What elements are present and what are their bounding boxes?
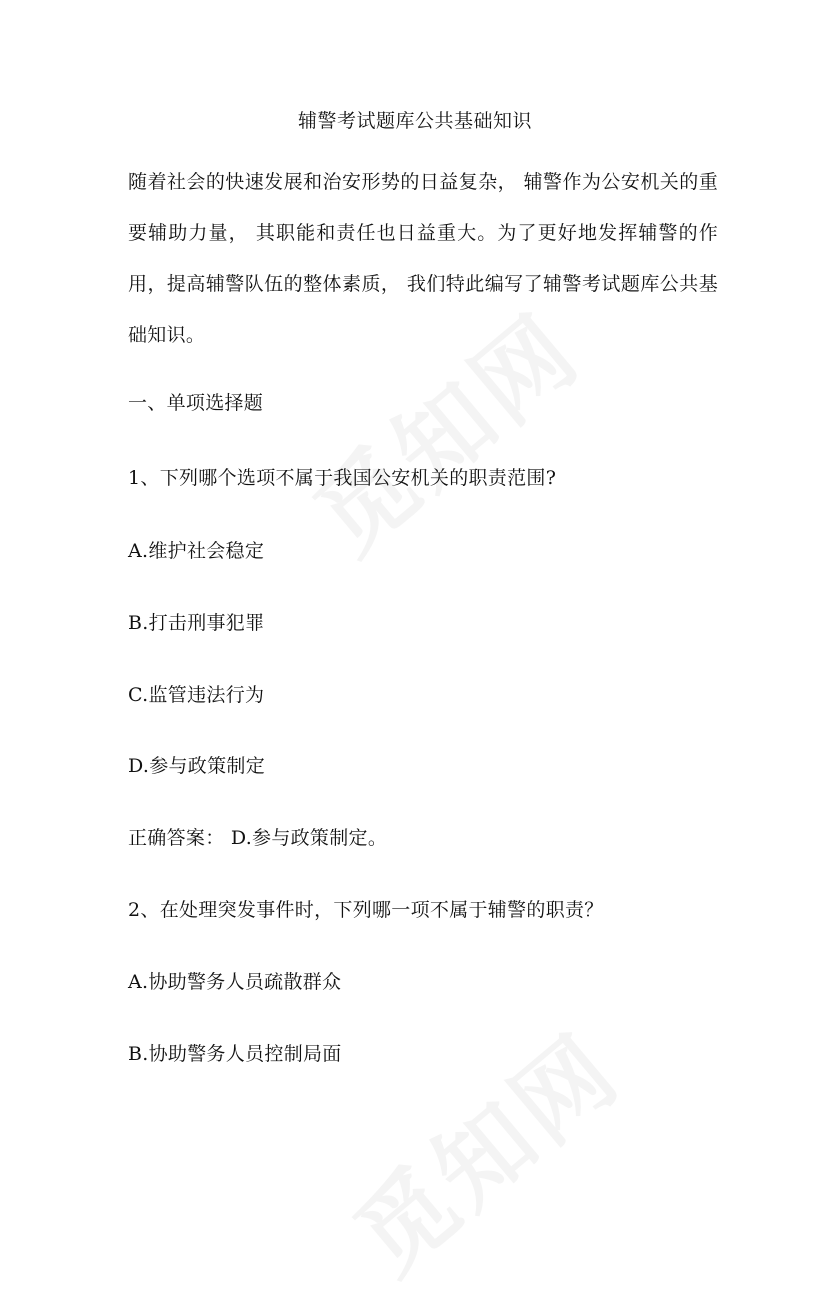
intro-paragraph: 随着社会的快速发展和治安形势的日益复杂， 辅警作为公安机关的重要辅助力量， 其职能和责任也日益重大。为了更好地发挥辅警的作用，提高辅警队伍的整体素质， 我们特此编写了辅警考试题库公共基础知识。: [128, 171, 718, 346]
question-1-option-b: B.打击刑事犯罪: [128, 612, 265, 634]
question-2-stem: 2、在处理突发事件时，下列哪一项不属于辅警的职责？: [128, 899, 604, 921]
question-1-option-d: D.参与政策制定: [128, 755, 265, 777]
question-1-option-a: A.维护社会稳定: [128, 540, 265, 562]
question-1-stem: 1、下列哪个选项不属于我国公安机关的职责范围?: [128, 467, 557, 489]
document-title: 辅警考试题库公共基础知识: [297, 110, 532, 132]
question-1-option-c: C.监管违法行为: [128, 684, 265, 706]
section-heading: 一、单项选择题: [128, 392, 264, 414]
question-1-answer: 正确答案： D.参与政策制定。: [128, 827, 388, 849]
watermark: [322, 998, 644, 1299]
question-2-option-b: B.协助警务人员控制局面: [128, 1043, 342, 1065]
question-2-option-a: A.协助警务人员疏散群众: [128, 971, 342, 993]
